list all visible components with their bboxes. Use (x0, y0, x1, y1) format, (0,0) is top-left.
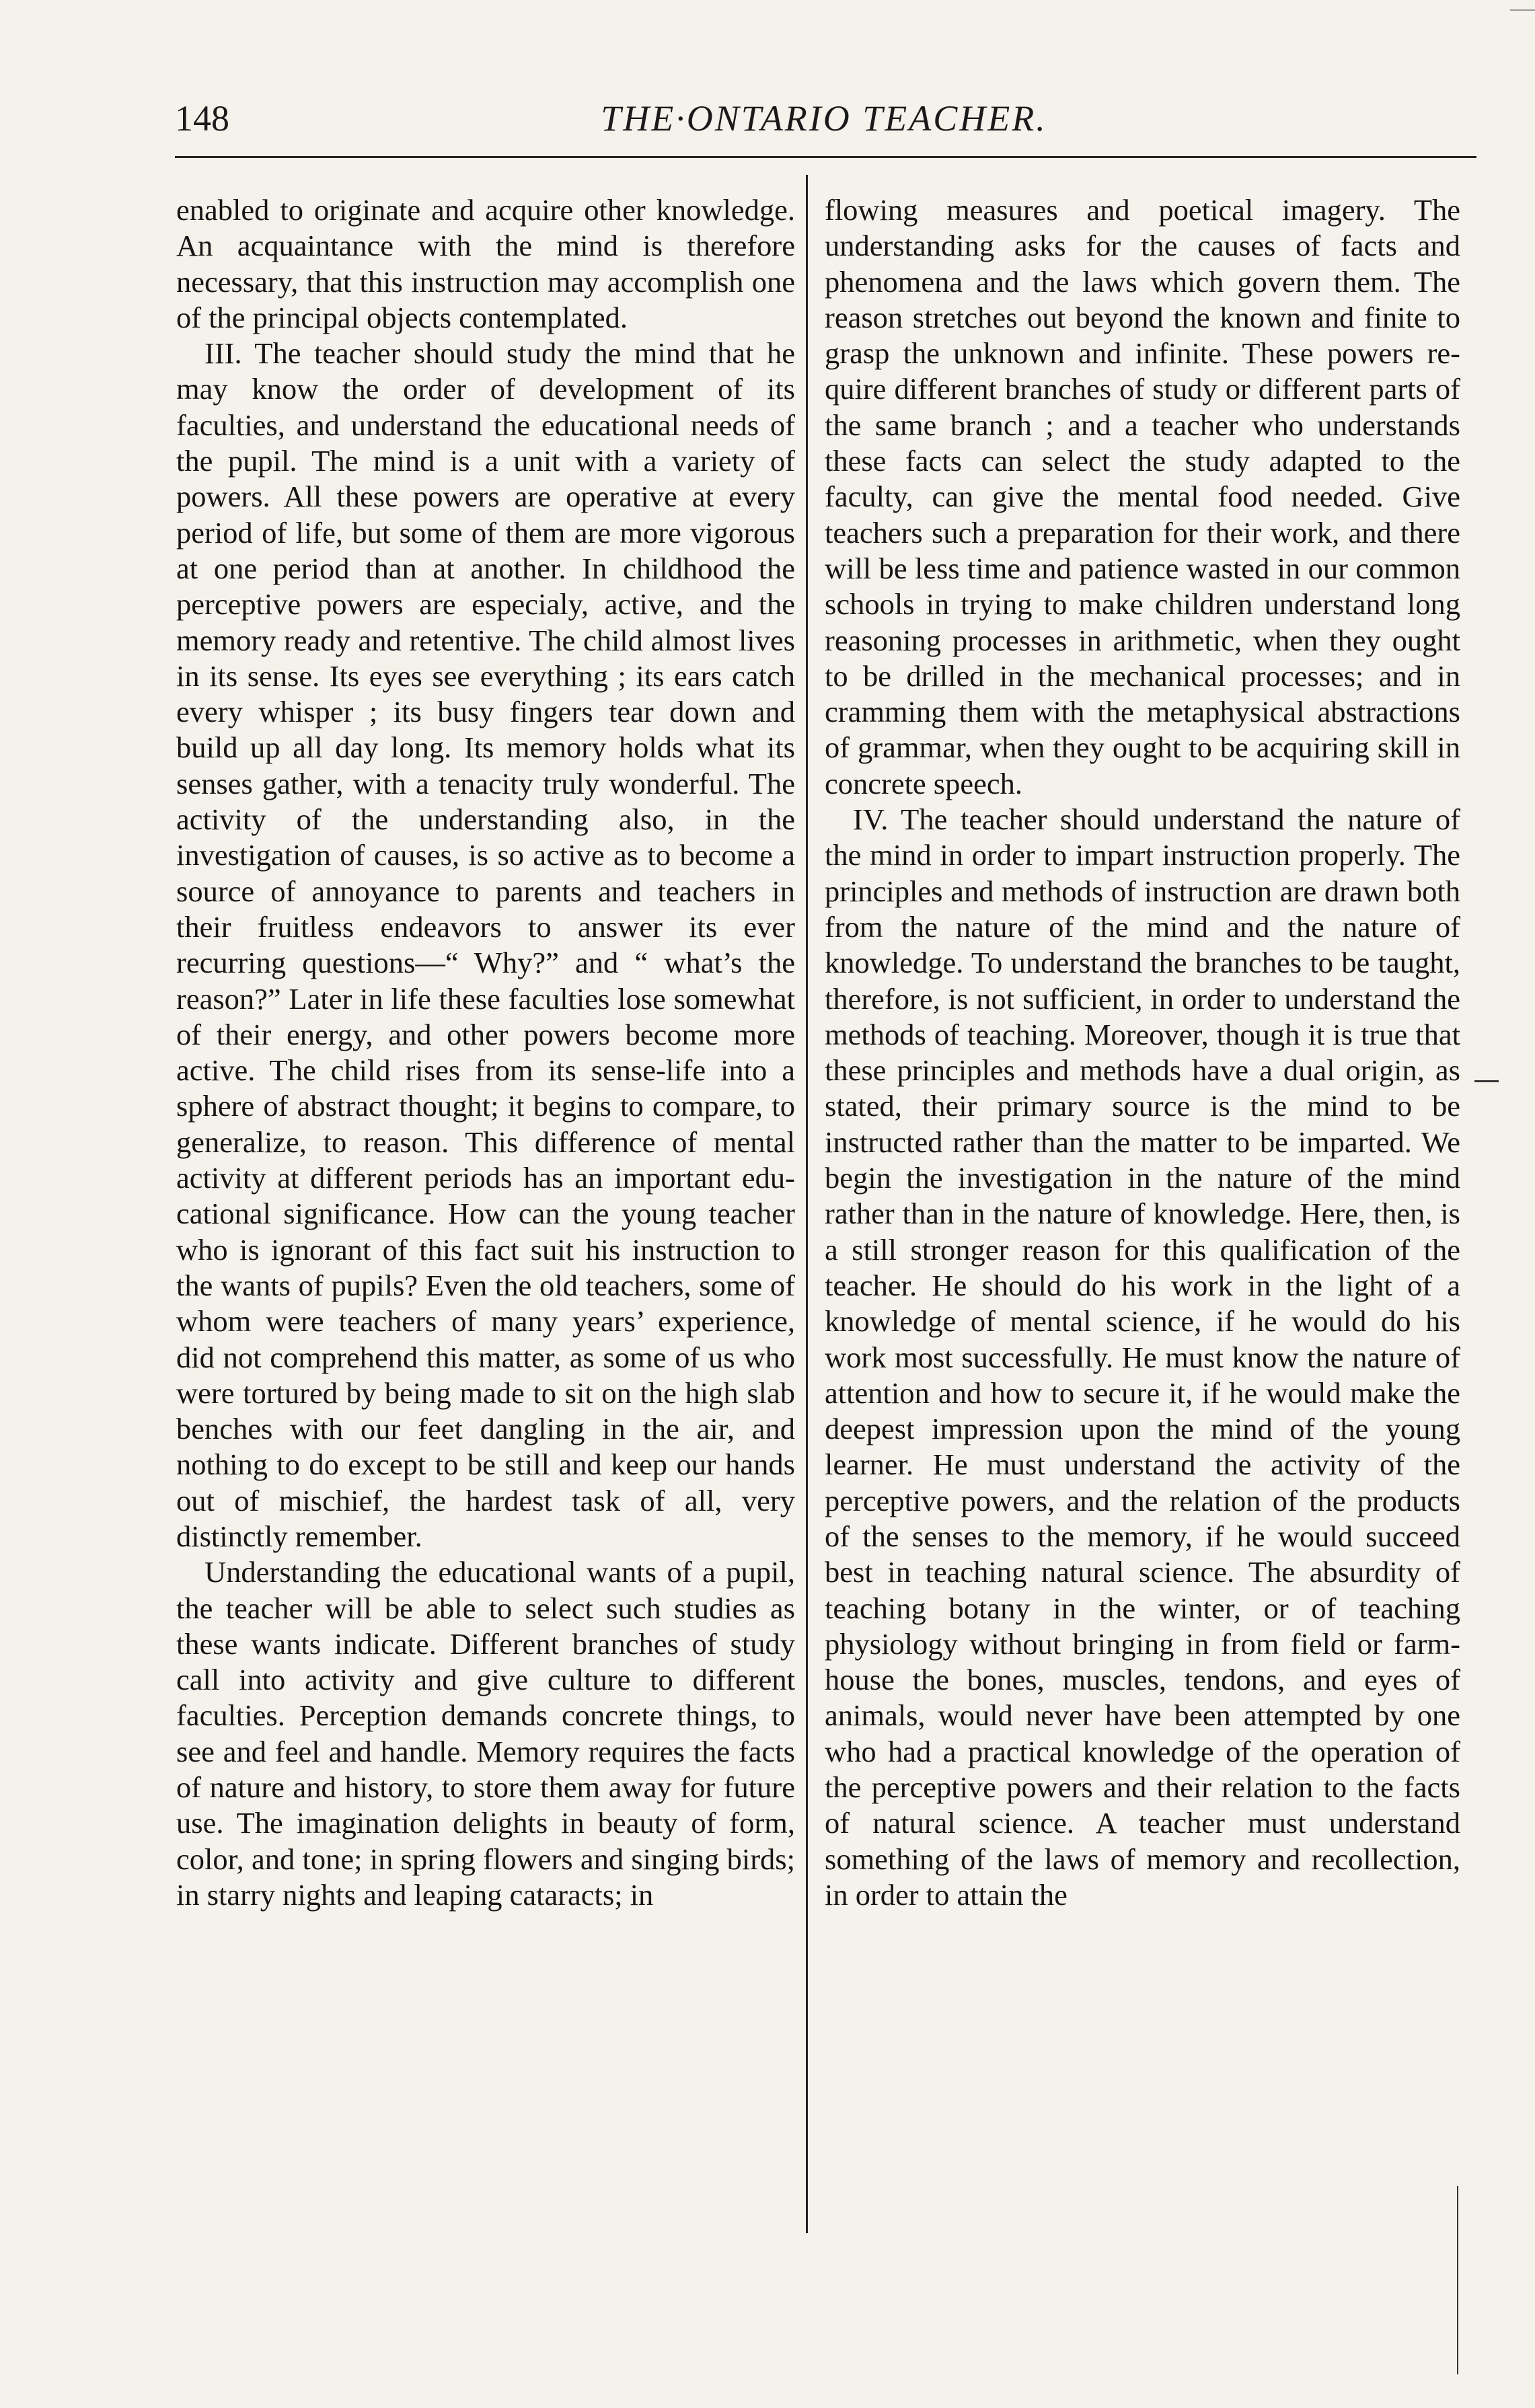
column-divider (806, 175, 808, 2233)
header-rule (175, 156, 1476, 158)
paragraph: III. The teacher should study the mind that he may know the order of development of its faculties, and understand the educational needs of the pupil. The mind is a unit with a variety of powers. All these powers are operative at every period of life, but some of them are more vigorous at one period than at another. In childhood the perceptive powers are especialy, active, and the memory ready and retentive. The child almost lives in its sense. Its eyes see everything ; its ears catch every whisper ; its busy fingers tear down and build up all day long. Its memory holds what its senses gather, with a tenacity truly wonderful. The activity of the understanding also, in the investigation of causes, is so active as to become a source of annoyance to parents and teachers in their fruitless endeavors to answer its ever recurring questions—“ Why?” and “ what’s the reason?” Later in life these faculties lose somewhat of their energy, and other powers become more active. The child rises from its sense-life into a sphere of abstract thought; it begins to compare, to generalize, to reason. This difference of mental activity at different periods has an important educational significance. How can the young teacher who is ignorant of this fact suit his instruction to the wants of pupils? Even the old teachers, some of whom were teachers of many years’ experience, did not comprehend this matter, as some of us who were tortured by being made to sit on the high slab benches with our feet dangling in the air, and nothing to do except to be still and keep our hands out of mischief, the hardest task of all, very distinctly remember. (176, 336, 795, 1553)
page-header (175, 98, 1473, 158)
running-title: THE·ONTARIO TEACHER. (601, 98, 1047, 139)
paragraph: Understanding the educational wants of a pupil, the teacher will be able to select such studies as these wants indicate. Different branches of study call into activity and give culture to different faculties. Perception demands concrete things, to see and feel and handle. Memory requires the facts of nature and history, to store them away for future use. The imagination delights in beauty of form, color, and tone; in spring flowers and singing birds; in starry nights and leaping cataracts; in (176, 1555, 795, 1912)
corner-mark (1510, 0, 1535, 11)
paragraph: flowing measures and poetical imagery. The understanding asks for the causes of facts and phenomena and the laws which govern them. The reason stretches out beyond the known and finite to grasp the unknown and infinite. These powers require different branches of study or different parts of the same branch ; and a teacher who understands these facts can select the study adapted to the faculty, can give the mental food needed. Give teachers such a preparation for their work, and there will be less time and patience wasted in our common schools in trying to make children understand long reasoning processes in arithmetic, when they ought to be drilled in the mechanical processes; and in cramming them with the metaphysical abstractions of grammar, when they ought to be acquiring skill in concrete speech. (825, 193, 1460, 800)
left-column (176, 192, 795, 1913)
paragraph: enabled to originate and acquire other knowledge. An acquaintance with the mind is therefore necessary, that this instruction may accomplish one of the principal objects contemplated. (176, 193, 795, 334)
margin-mark (1474, 1080, 1499, 1082)
right-column (825, 192, 1460, 1913)
page-number: 148 (175, 98, 229, 139)
margin-rule (1457, 2186, 1458, 2374)
paragraph: IV. The teacher should understand the nature of the mind in order to impart instruction properly. The principles and methods of instruction are drawn both from the nature of the mind and the nature of knowledge. To understand the branches to be taught, therefore, is not sufficient, in order to understand the methods of teaching. Moreover, though it is true that these principles and methods have a dual origin, as stated, their primary source is the mind to be instructed rather than the matter to be imparted. We begin the investigation in the nature of the mind rather than in the nature of knowledge. Here, then, is a still stronger reason for this qualification of the teacher. He should do his work in the light of a knowledge of mental science, if he would do his work most successfully. He must know the nature of attention and how to secure it, if he would make the deepest impression upon the mind of the young learner. He must understand the activity of the perceptive powers, and the relation of the products of the senses to the memory, if he would succeed best in teaching natural science. The absurdity of teaching botany in the winter, or of teaching physiology without bringing in from field or farm-house the bones, muscles, tendons, and eyes of animals, would never have been attempted by one who had a practical knowledge of the operation of the perceptive powers and their relation to the facts of natural science. A teacher must understand something of the laws of memory and recollection, in order to attain the (825, 802, 1460, 1912)
